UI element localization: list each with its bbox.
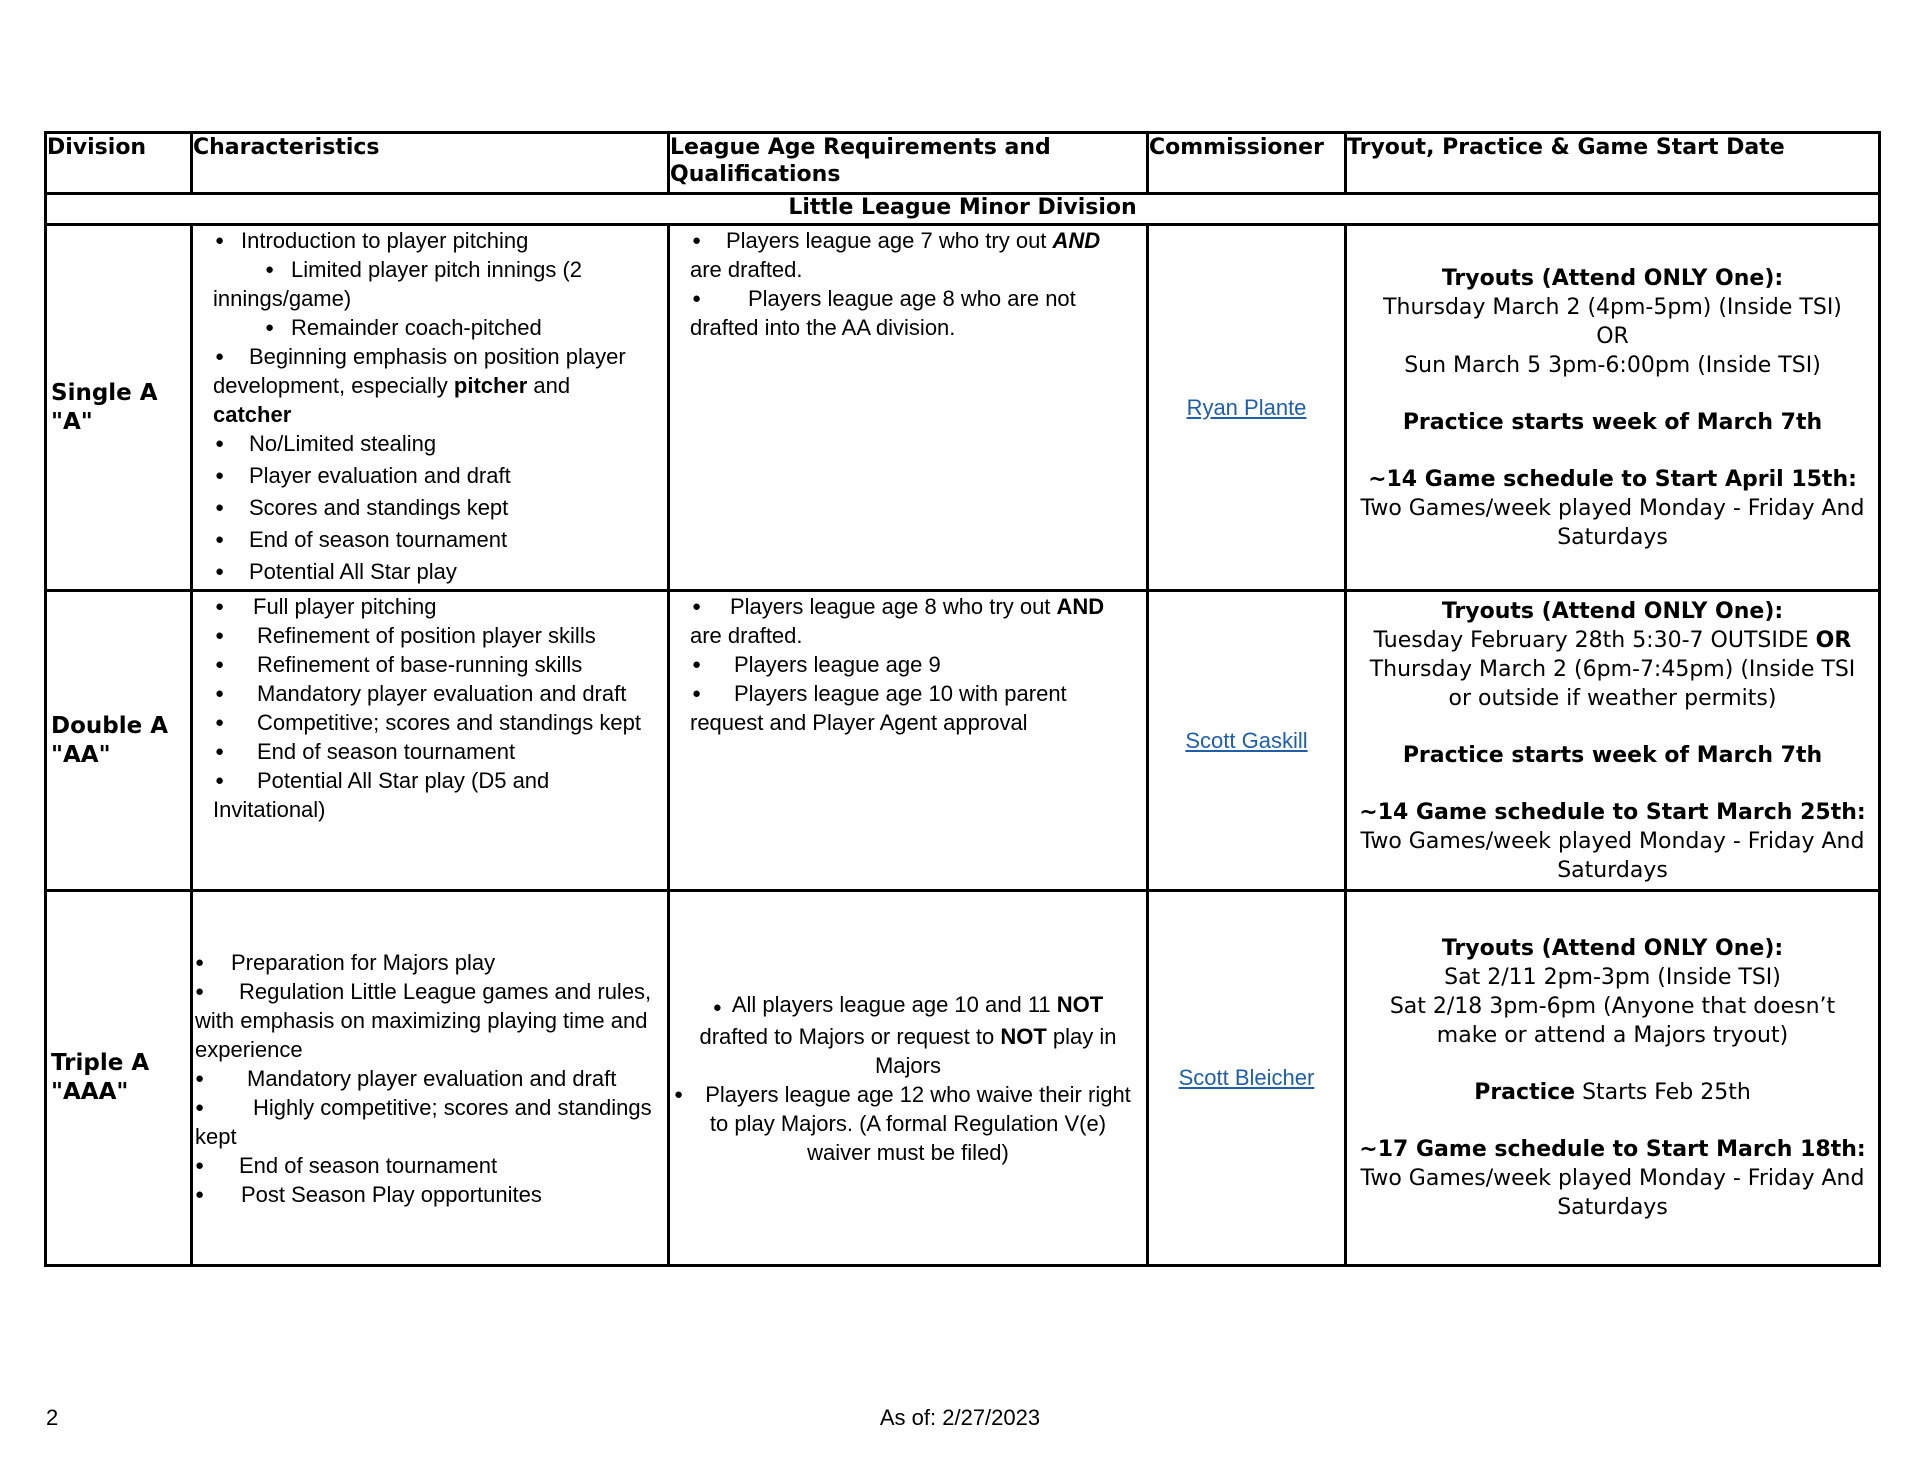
header-characteristics: Characteristics <box>192 133 669 194</box>
commissioner-double-a <box>1148 591 1346 891</box>
header-league-age: League Age Requirements and Qualifications <box>669 133 1148 194</box>
dates-triple-a: Tryouts (Attend ONLY One): Sat 2/11 2pm-3pm (Inside TSI) Sat 2/18 3pm-6pm (Anyone that doesn’t make or attend a Majors tryout) Practice Starts Feb 25th ~17 Game schedule to Start March 18th: Two Games/week played Monday - Friday And Saturdays <box>1346 891 1880 1266</box>
league-age-double-a: ● Players league age 8 who try out AND are drafted. ● Players league age 9 ● Players league age 10 with parent request and Player Agent approval <box>669 591 1148 891</box>
commissioner-single-a <box>1148 225 1346 591</box>
league-age-triple-a: ● All players league age 10 and 11 NOT drafted to Majors or request to NOT play in Majors ● Players league age 12 who waive their right to play Majors. (A formal Regulation V(e) waiver must be filed) <box>669 891 1148 1266</box>
header-division: Division <box>46 133 192 194</box>
as-of-date: As of: 2/27/2023 <box>879 1405 1041 1430</box>
division-double-a: Double A "AA" <box>46 591 192 891</box>
table-row-double-a <box>46 591 1880 891</box>
header-row <box>46 133 1880 194</box>
division-triple-a: Triple A "AAA" <box>46 891 192 1266</box>
commissioner-link-scott-bleicher[interactable]: Scott Bleicher <box>1178 1065 1315 1090</box>
commissioner-link-scott-gaskill[interactable]: Scott Gaskill <box>1185 727 1308 753</box>
dates-single-a: Tryouts (Attend ONLY One): Thursday March 2 (4pm-5pm) (Inside TSI) OR Sun March 5 3pm-6:00pm (Inside TSI) Practice starts week of March 7th ~14 Game schedule to Start April 15th: Two Games/week played Monday - Friday And Saturdays <box>1346 225 1880 591</box>
commissioner-triple-a <box>1148 891 1346 1266</box>
header-commissioner: Commissioner <box>1148 133 1346 194</box>
dates-double-a: Tryouts (Attend ONLY One): Tuesday February 28th 5:30-7 OUTSIDE OR Thursday March 2 (6pm-7:45pm) (Inside TSI or outside if weather permits) Practice starts week of March 7th ~14 Game schedule to Start March 25th: Two Games/week played Monday - Friday And Saturdays <box>1346 591 1880 891</box>
page-number: 2 <box>46 1405 59 1430</box>
characteristics-double-a: ● Full player pitching ● Refinement of position player skills ● Refinement of base-running skills ● Mandatory player evaluation and draft ● Competitive; scores and standings kept ● End of season tournament ● Potential All Star play (D5 and Invitational) <box>192 591 669 891</box>
table-row-triple-a <box>46 891 1880 1266</box>
minor-division-table <box>44 131 1881 1267</box>
characteristics-triple-a: ● Preparation for Majors play ● Regulation Little League games and rules, with emphasis on maximizing playing time and experience ● Mandatory player evaluation and draft ● Highly competitive; scores and standings kept ● End of season tournament ● Post Season Play opportunites <box>192 891 669 1266</box>
division-single-a: Single A "A" <box>46 225 192 591</box>
commissioner-link-ryan-plante[interactable]: Ryan Plante <box>1186 394 1307 420</box>
characteristics-single-a: ● Introduction to player pitching ● Limited player pitch innings (2 innings/game) ● Remainder coach-pitched ● Beginning emphasis on position player development, especially pitcher and catcher ● No/Limited stealing ● Player evaluation and draft ● Scores and standings kept ● End of season tournament ● Potential All Star play <box>192 225 669 591</box>
table-row-single-a <box>46 225 1880 591</box>
league-age-single-a: ● Players league age 7 who try out AND are drafted. ● Players league age 8 who are not drafted into the AA division. <box>669 225 1148 591</box>
division-banner: Little League Minor Division <box>46 194 1880 225</box>
banner-row <box>46 194 1880 225</box>
header-dates: Tryout, Practice & Game Start Date <box>1346 133 1880 194</box>
